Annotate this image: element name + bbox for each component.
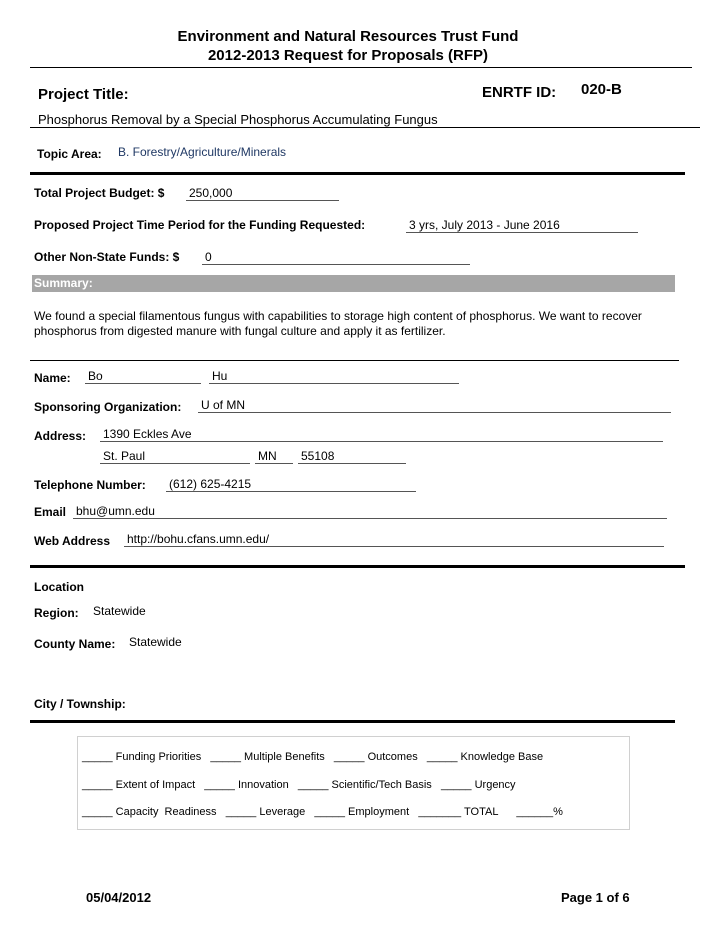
region-value: Statewide	[93, 604, 146, 618]
telephone-value: (612) 625-4215	[166, 477, 416, 492]
email-label: Email	[34, 505, 67, 519]
sponsoring-org-label: Sponsoring Organization:	[34, 400, 182, 414]
topic-area-label: Topic Area:	[37, 147, 102, 161]
web-address-value: http://bohu.cfans.umn.edu/	[124, 532, 664, 547]
total-budget-label: Total Project Budget: $	[34, 186, 165, 200]
county-label: County Name:	[34, 637, 116, 651]
other-funds-value: 0	[202, 250, 470, 265]
header-line-2: 2012-2013 Request for Proposals (RFP)	[207, 47, 489, 64]
topic-area-value: B. Forestry/Agriculture/Minerals	[118, 145, 287, 159]
title-underline	[30, 127, 700, 128]
time-period-label: Proposed Project Time Period for the Funding Requested:	[34, 218, 366, 232]
sponsoring-org-value: U of MN	[198, 398, 671, 413]
region-label: Region:	[34, 606, 79, 620]
project-title-label: Project Title:	[38, 86, 129, 103]
summary-header: Summary:	[32, 275, 675, 292]
zip-value: 55108	[298, 449, 406, 464]
section-divider-1	[30, 172, 685, 175]
section-divider-4	[30, 720, 675, 723]
enrtf-id-value: 020-B	[581, 81, 622, 98]
county-value: Statewide	[129, 635, 182, 649]
other-funds-label: Other Non-State Funds: $	[34, 250, 180, 264]
scoring-row-1: _____ Funding Priorities _____ Multiple Benefits _____ Outcomes _____ Knowledge Base	[82, 751, 544, 763]
total-budget-value: 250,000	[186, 186, 339, 201]
header-line-1: Environment and Natural Resources Trust Fund	[177, 28, 519, 45]
footer-date: 05/04/2012	[86, 890, 152, 905]
telephone-label: Telephone Number:	[34, 478, 146, 492]
state-value: MN	[255, 449, 293, 464]
summary-text: We found a special filamentous fungus with capabilities to storage high content of phosphorus. We want to recover phosphorus from digested manure with fungal culture and apply it as fertilizer.	[34, 309, 642, 338]
email-value: bhu@umn.edu	[73, 504, 667, 519]
address-label: Address:	[34, 429, 87, 443]
time-period-value: 3 yrs, July 2013 - June 2016	[406, 218, 638, 233]
street-value: 1390 Eckles Ave	[100, 427, 663, 442]
city-value: St. Paul	[100, 449, 250, 464]
city-township-label: City / Township:	[34, 697, 126, 711]
footer-page-number: Page 1 of 6	[561, 890, 630, 905]
section-divider-2	[30, 360, 679, 361]
project-title-value: Phosphorus Removal by a Special Phosphorus Accumulating Fungus	[38, 112, 438, 127]
last-name-value: Hu	[209, 369, 459, 384]
scoring-box	[77, 736, 630, 830]
scoring-row-3: _____ Capacity Readiness _____ Leverage _____ Employment _______ TOTAL ______%	[82, 806, 563, 818]
header-divider	[30, 67, 692, 68]
name-label: Name:	[34, 371, 71, 385]
scoring-row-2: _____ Extent of Impact _____ Innovation _____ Scientific/Tech Basis _____ Urgency	[82, 779, 516, 791]
location-heading: Location	[34, 580, 84, 594]
enrtf-id-label: ENRTF ID:	[482, 84, 557, 101]
first-name-value: Bo	[85, 369, 201, 384]
web-address-label: Web Address	[34, 534, 111, 548]
section-divider-3	[30, 565, 685, 568]
